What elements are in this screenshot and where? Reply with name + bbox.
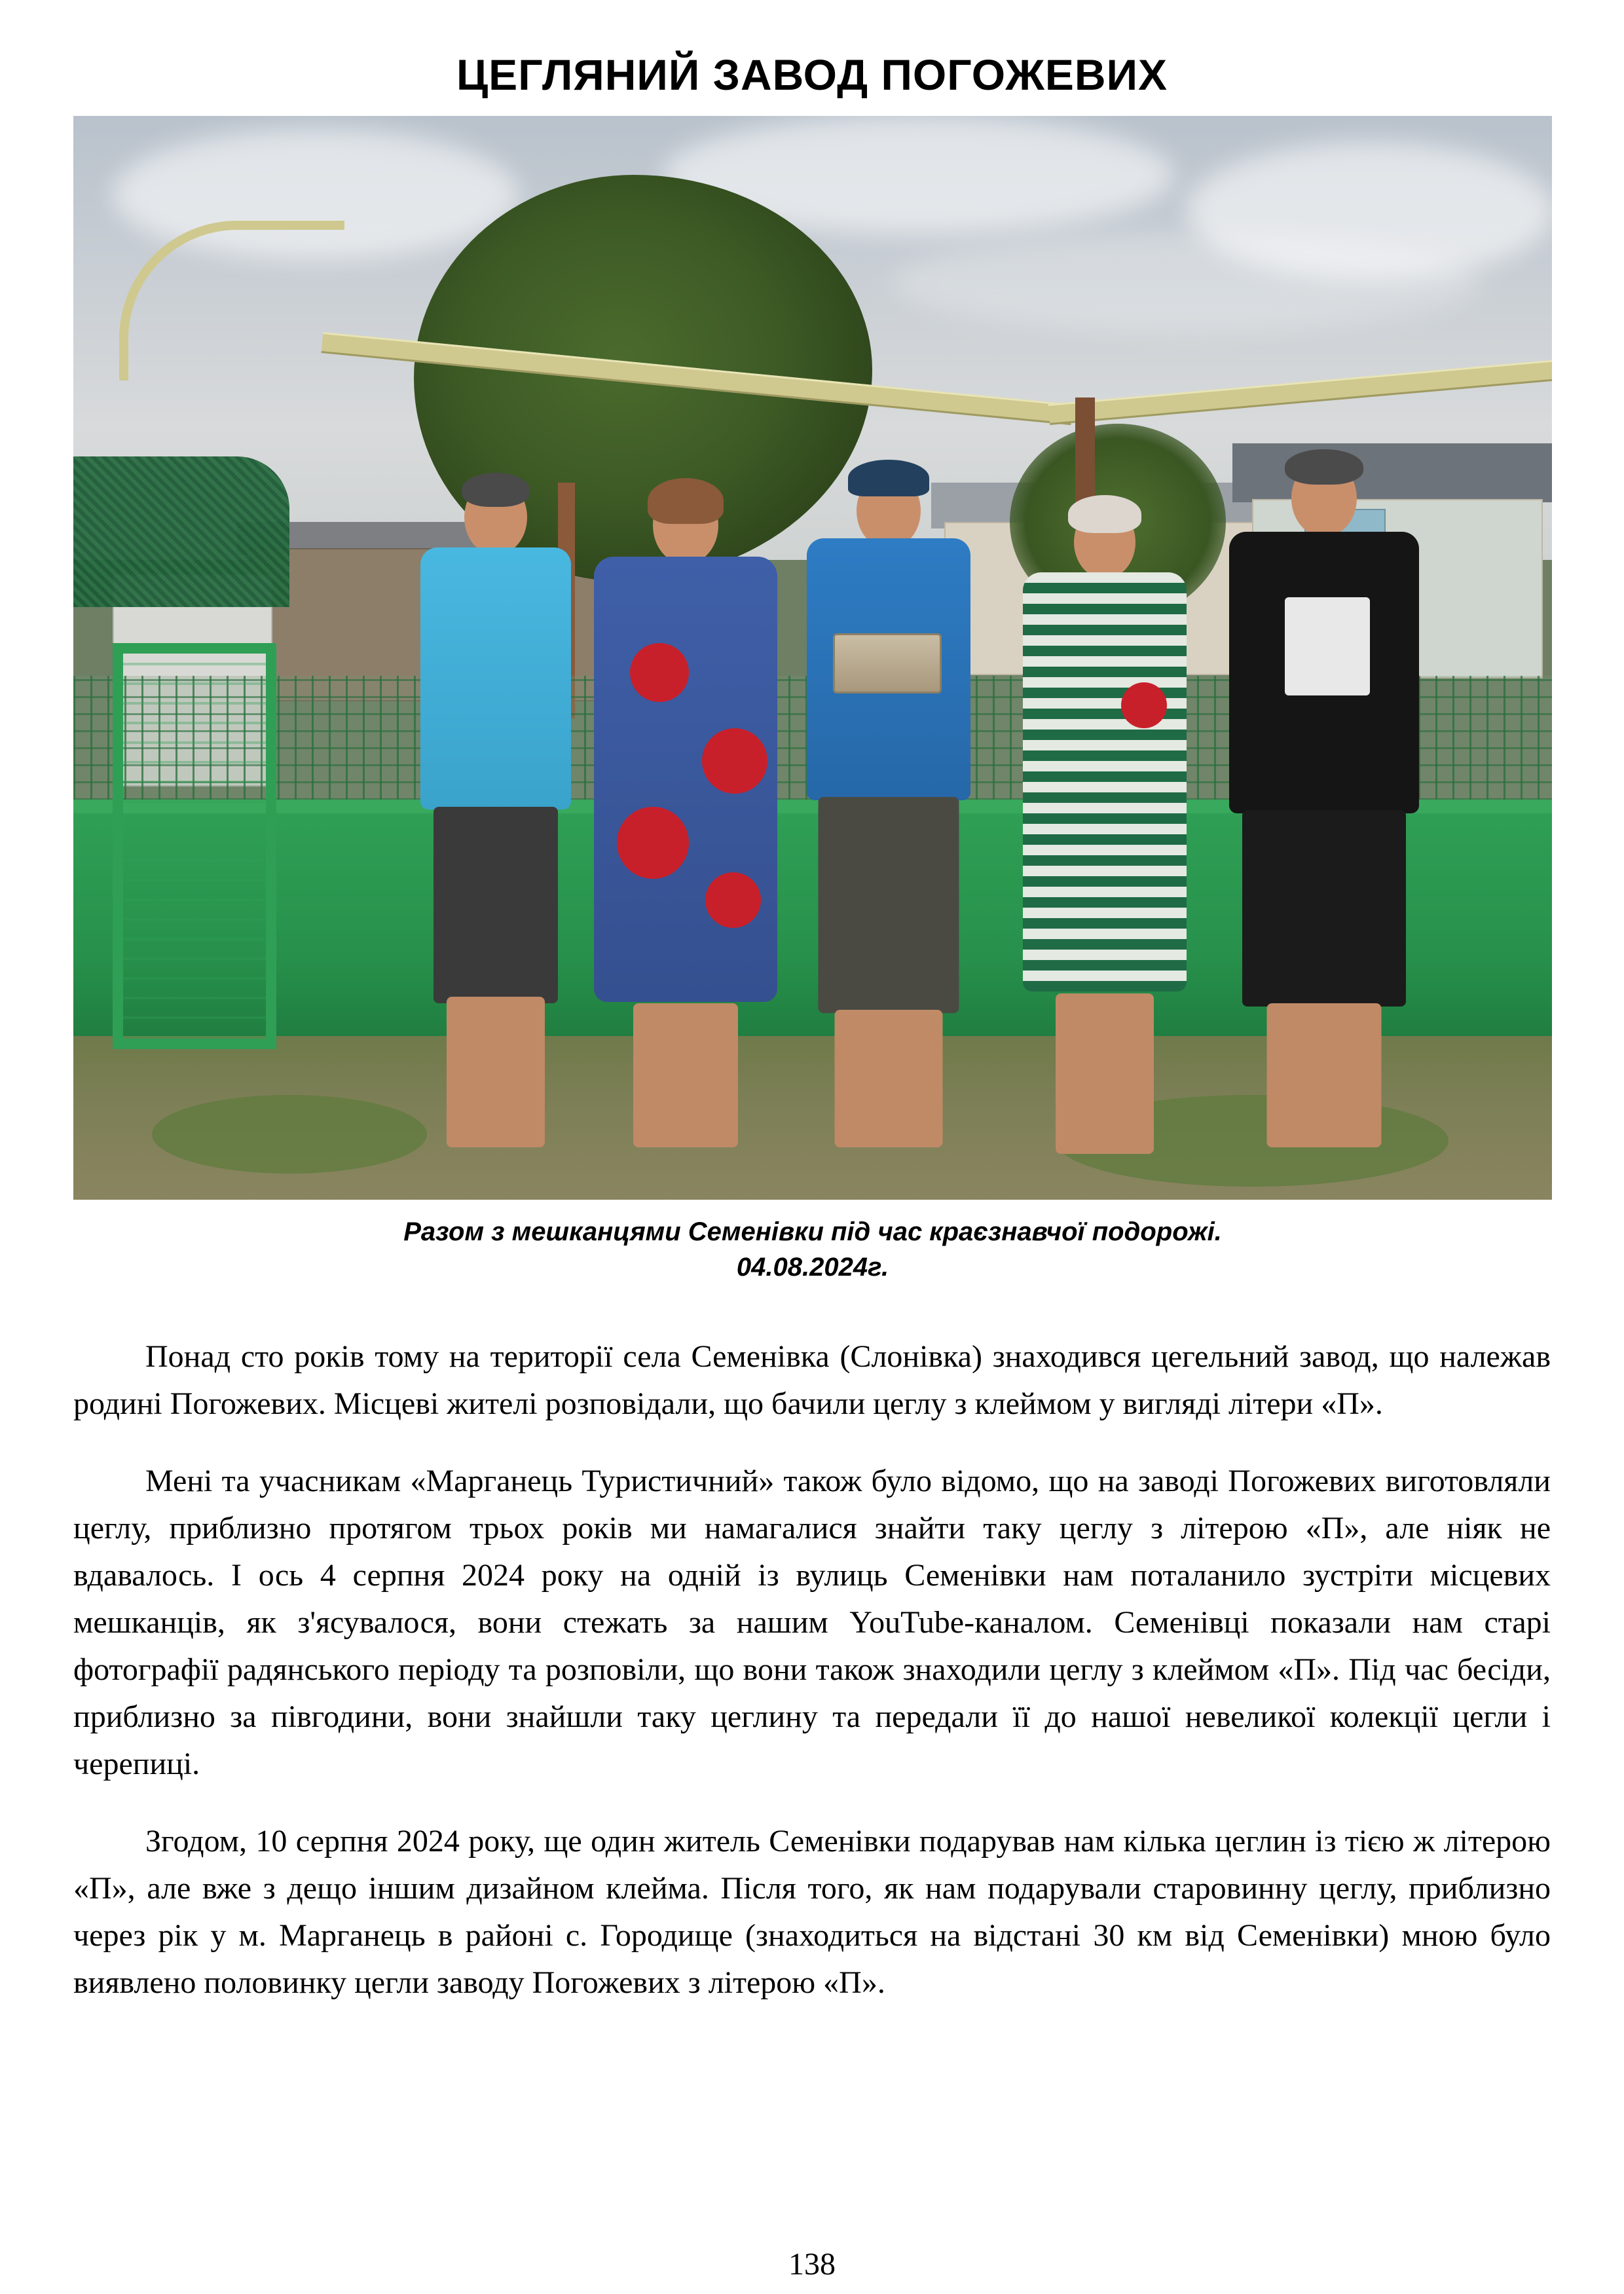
figure-caption [73, 1214, 1552, 1285]
cloud-shape [892, 234, 1481, 332]
figure-caption-line-2: 04.08.2024г. [736, 1252, 889, 1282]
shade-net [73, 456, 289, 607]
page-number: 138 [788, 2247, 836, 2282]
person-man-blue-shirt [414, 479, 578, 1154]
person-man-holding-brick [800, 460, 977, 1154]
person-man-black-tshirt [1226, 460, 1422, 1154]
paragraph-3: Згодом, 10 серпня 2024 року, ще один житель Семенівки подарував нам кілька цеглин із тією ж літерою «П», але вже з дещо іншим дизайном клейма. Після того, як нам подарували старовинну цеглу, приблизно через рік у м. Марганець в районі с. Городище (знаходиться на відстані 30 км від Семенівки) мною було виявлено половинку цегли заводу Погожевих з літерою «П». [73, 1823, 1551, 2000]
document-page [0, 51, 1624, 2294]
photo-figure [73, 116, 1552, 1285]
figure-caption-line-1: Разом з мешканцями Семенівки під час краєзнавчої подорожі. [403, 1217, 1222, 1246]
person-woman-striped-dress [1023, 486, 1187, 1154]
brick-artifact [833, 633, 942, 694]
person-woman-floral-dress [591, 479, 781, 1154]
grass-shape [152, 1095, 427, 1174]
page-title: ЦЕГЛЯНИЙ ЗАВОД ПОГОЖЕВИХ [456, 50, 1168, 99]
gate-shape [113, 643, 276, 1049]
paragraph-2: Мені та учасникам «Марганець Туристичний» також було відомо, що на заводі Погожевих виготовляли цеглу, приблизно протягом трьох років ми намагалися знайти таку цеглу з літерою «П», але ніяк не вдавалось. І ось 4 серпня 2024 року на одній із вулиць Семенівки нам поталанило зустріти місцевих мешканців, як з'ясувалося, вони стежать за нашим YouTube-каналом. Семенівці показали нам старі фотографії радянського періоду та розповіли, що вони також знаходили цеглу з клеймом «П». Під час бесіди, приблизно за півгодини, вони знайшли таку цеглину та передали її до нашої невеликої колекції цегли і черепиці. [73, 1463, 1551, 1781]
paragraph-1: Понад сто років тому на території села Семенівка (Слонівка) знаходився цегельний завод, що належав родині Погожевих. Місцеві жителі розповідали, що бачили цеглу з клеймом у вигляді літери «П». [73, 1339, 1551, 1421]
photograph [73, 116, 1552, 1200]
body-text [73, 1333, 1551, 2007]
